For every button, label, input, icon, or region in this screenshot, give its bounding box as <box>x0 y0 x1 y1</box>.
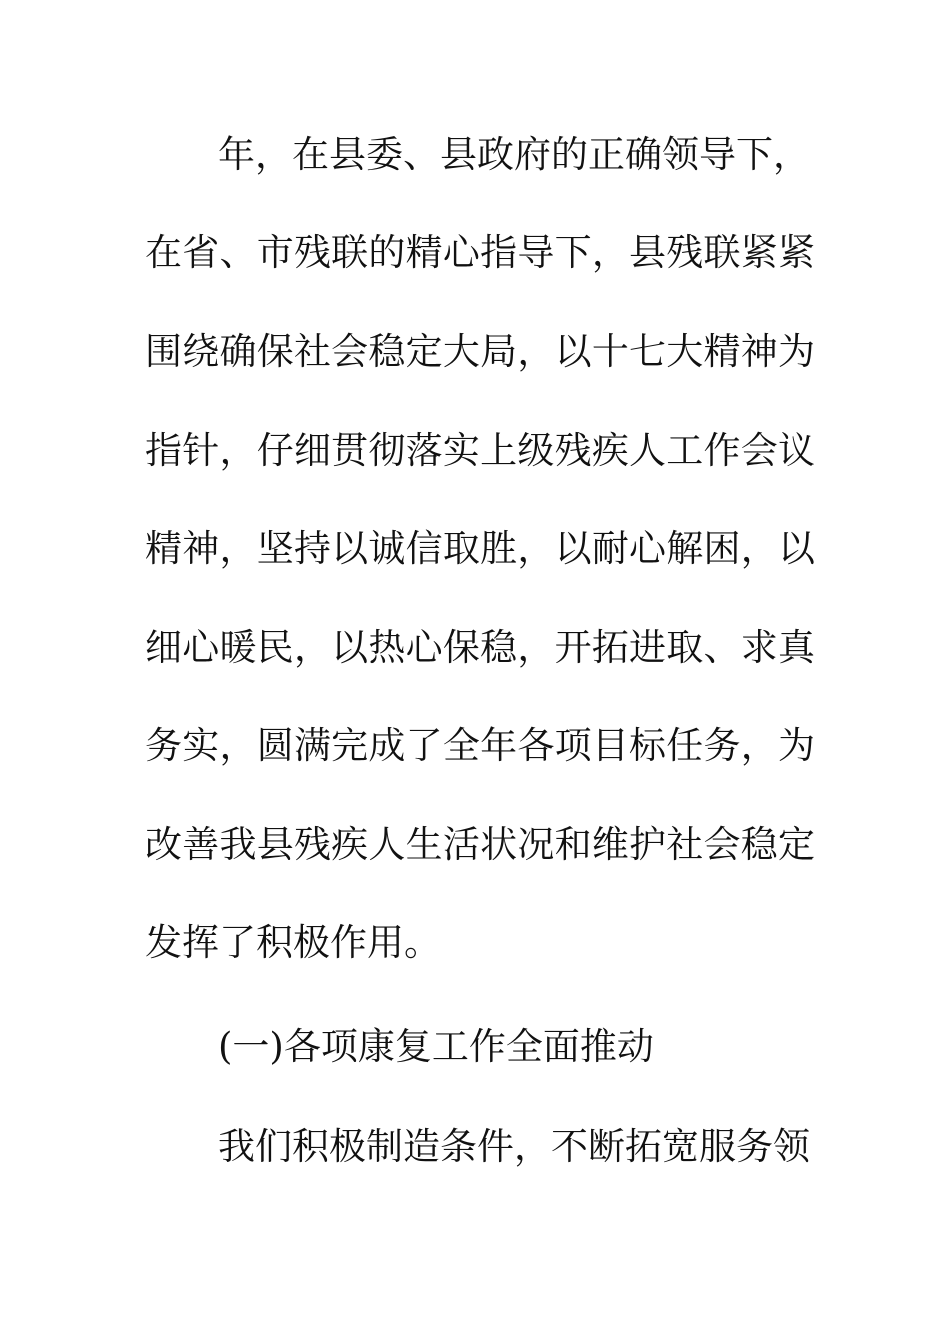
paragraph-line-1: 年，在县委、县政府的正确领导下， <box>218 133 810 176</box>
paragraph-line-5: 精神，坚持以诚信取胜，以耐心解困，以 <box>145 527 815 570</box>
paragraph-line-10: 我们积极制造条件，不断拓宽服务领 <box>218 1125 810 1168</box>
paragraph-line-6: 细心暖民，以热心保稳，开拓进取、求真 <box>145 626 815 669</box>
paragraph-line-3: 围绕确保社会稳定大局，以十七大精神为 <box>145 330 815 373</box>
paragraph-line-4: 指针，仔细贯彻落实上级残疾人工作会议 <box>145 429 815 472</box>
paragraph-line-8: 改善我县残疾人生活状况和维护社会稳定 <box>145 823 815 866</box>
section-heading: (一)各项康复工作全面推动 <box>218 1025 654 1068</box>
paragraph-line-2: 在省、市残联的精心指导下，县残联紧紧 <box>145 231 815 274</box>
paragraph-line-9: 发挥了积极作用。 <box>145 921 441 964</box>
paragraph-line-7: 务实，圆满完成了全年各项目标任务，为 <box>145 724 815 767</box>
